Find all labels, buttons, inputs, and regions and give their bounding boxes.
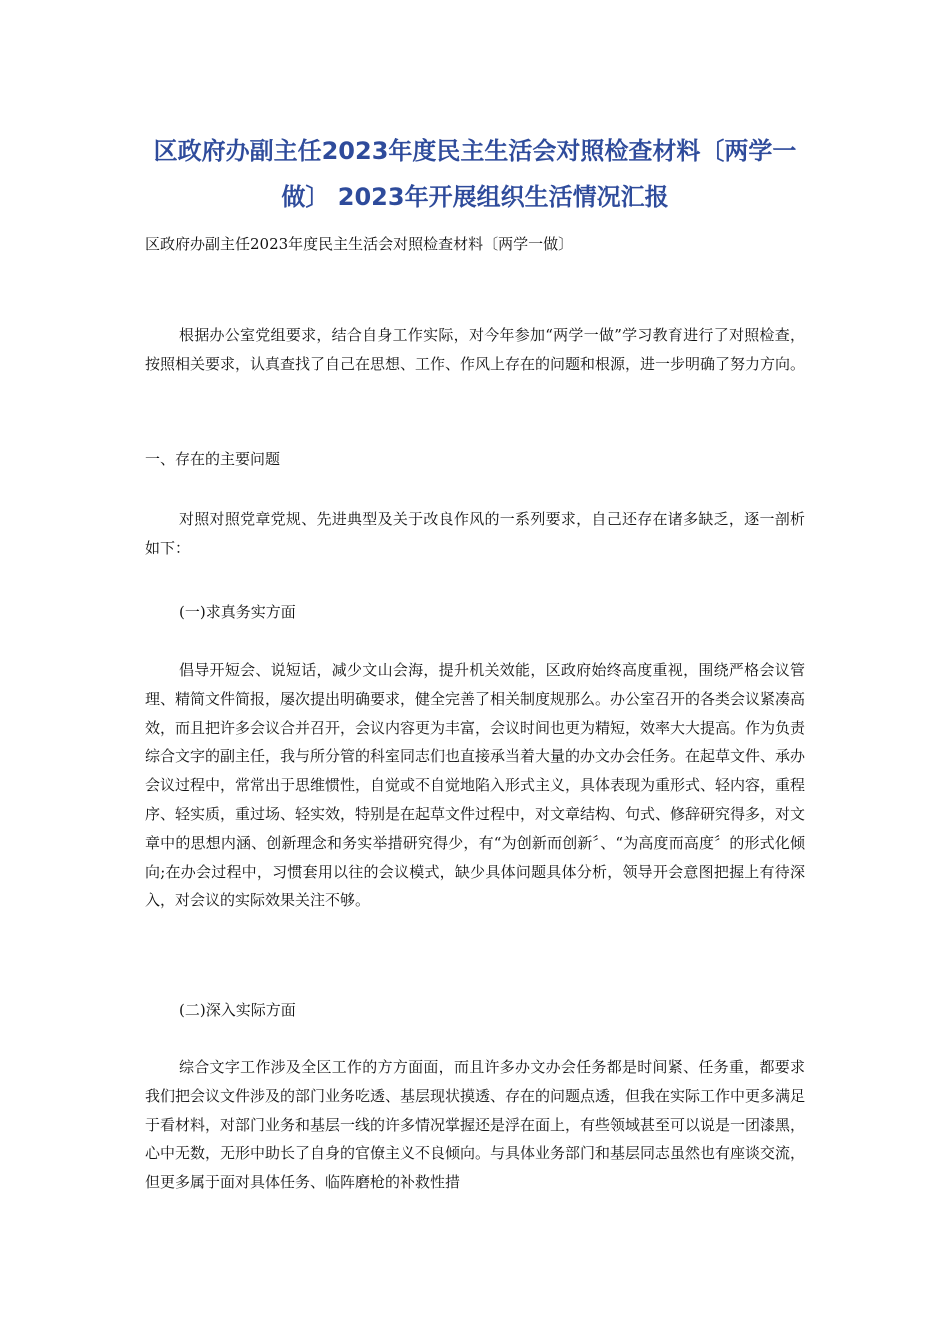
document-subtitle: 区政府办副主任2023年度民主生活会对照检查材料〔两学一做〕: [145, 235, 574, 253]
subsection-heading-practice: (二)深入实际方面: [179, 1001, 296, 1019]
subsection-practice-paragraph: 综合文字工作涉及全区工作的方方面面，而且许多办文办会任务都是时间紧、任务重，都要求我们把会议文件涉及的部门业务吃透、基层现状摸透、存在的问题点透，但我在实际工作中更多满足于看材料，对部门业务和基层一线的许多情况掌握还是浮在面上，有些领域甚至可以说是一团漆黑，心中无数，无形中助长了自身的官僚主义不良倾向。与具体业务部门和基层同志虽然也有座谈交流，但更多属于面对具体任务、临阵磨枪的补救性措: [145, 1058, 806, 1192]
document-title: 区政府办副主任2023年度民主生活会对照检查材料〔两学一做〕 2023年开展组织生活情况汇报: [153, 137, 797, 211]
section-intro-paragraph: 对照对照党章党规、先进典型及关于改良作风的一系列要求，自己还存在诸多缺乏，逐一剖析如下：: [145, 510, 805, 557]
section-heading-problems: 一、存在的主要问题: [145, 450, 281, 468]
intro-paragraph: 根据办公室党组要求，结合自身工作实际，对今年参加“两学一做”学习教育进行了对照检查，按照相关要求，认真查找了自己在思想、工作、作风上存在的问题和根源，进一步明确了努力方向。: [145, 326, 806, 373]
subsection-heading-pragmatism: (一)求真务实方面: [179, 603, 296, 621]
subsection-pragmatism-paragraph: 倡导开短会、说短话，减少文山会海，提升机关效能，区政府始终高度重视，围绕严格会议管理、精简文件简报，屡次提出明确要求，健全完善了相关制度规那么。办公室召开的各类会议紧凑高效，而且把许多会议合并召开，会议内容更为丰富，会议时间也更为精短，效率大大提高。作为负责综合文字的副主任，我与所分管的科室同志们也直接承当着大量的办文办会任务。在起草文件、承办会议过程中，常常出于思维惯性，自觉或不自觉地陷入形式主义，具体表现为重形式、轻内容，重程序、轻实质，重过场、轻实效，特别是在起草文件过程中，对文章结构、句式、修辞研究得多，对文章中的思想内涵、创新理念和务实举措研究得少，有“为创新而创新〞、“为高度而高度〞的形式化倾向;在办会过程中，习惯套用以往的会议模式，缺少具体问题具体分析，领导开会意图把握上有待深入，对会议的实际效果关注不够。: [145, 661, 806, 910]
